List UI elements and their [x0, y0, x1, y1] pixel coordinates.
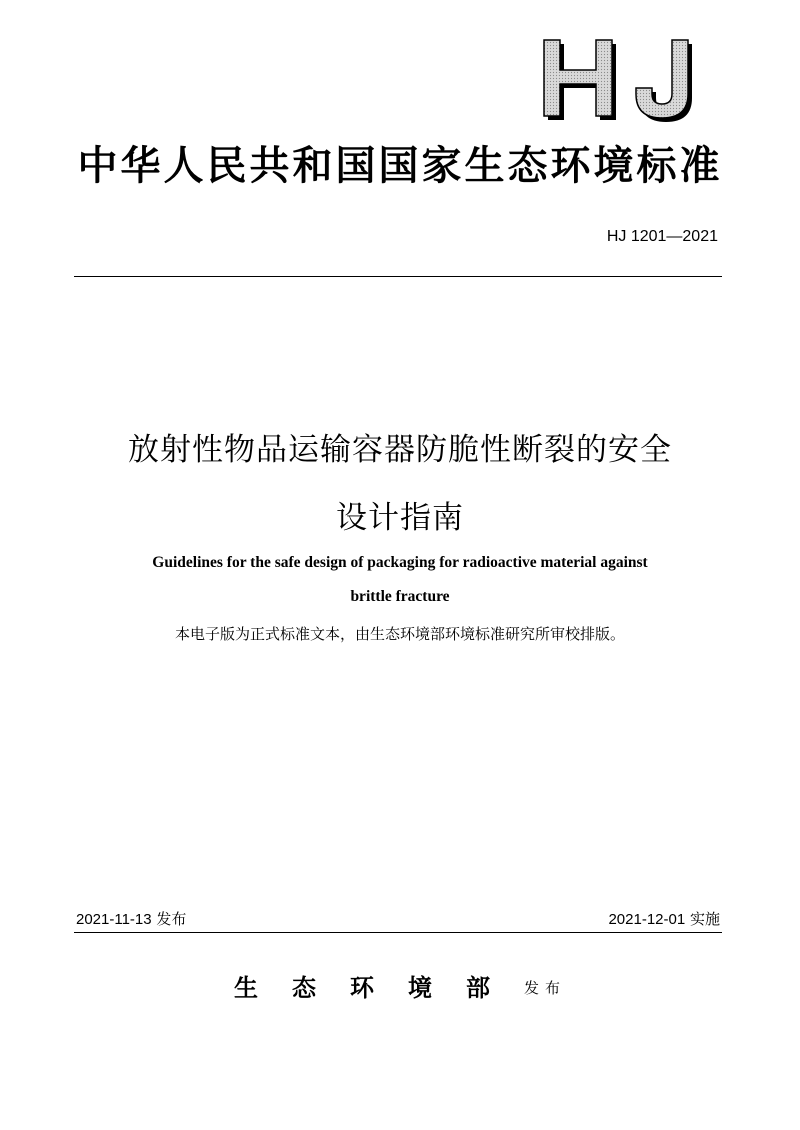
hj-logo: [540, 38, 700, 122]
issue-date-block: [76, 908, 186, 929]
logo-letter-j: [636, 40, 688, 118]
effective-label: 实施: [689, 910, 720, 928]
issuing-organization: 中华人民共和国国家生态环境标准: [77, 142, 723, 189]
publisher-line: [0, 968, 800, 1003]
title-zh-line2: 设计指南: [336, 500, 464, 536]
effective-date: 2021-12-01: [608, 911, 686, 928]
effective-date-block: [608, 908, 720, 929]
title-en-line1: Guidelines for the safe design of packaging for radioactive material against: [152, 554, 648, 571]
edition-note: 本电子版为正式标准文本，由生态环境部环境标准研究所审校排版。: [174, 625, 625, 643]
logo-letter-h: [544, 40, 612, 116]
issue-date: 2021-11-13: [76, 911, 152, 928]
publisher-ministry: 生态环境部: [233, 973, 524, 1002]
standard-number: HJ 1201—2021: [606, 228, 718, 245]
title-zh-line1: 放射性物品运输容器防脆性断裂的安全: [128, 432, 672, 468]
title-en-line2: brittle fracture: [350, 588, 450, 605]
top-divider: [74, 276, 722, 277]
publisher-issued-label: 发布: [523, 979, 566, 997]
bottom-divider: [74, 932, 722, 933]
issue-label: 发布: [156, 910, 187, 928]
